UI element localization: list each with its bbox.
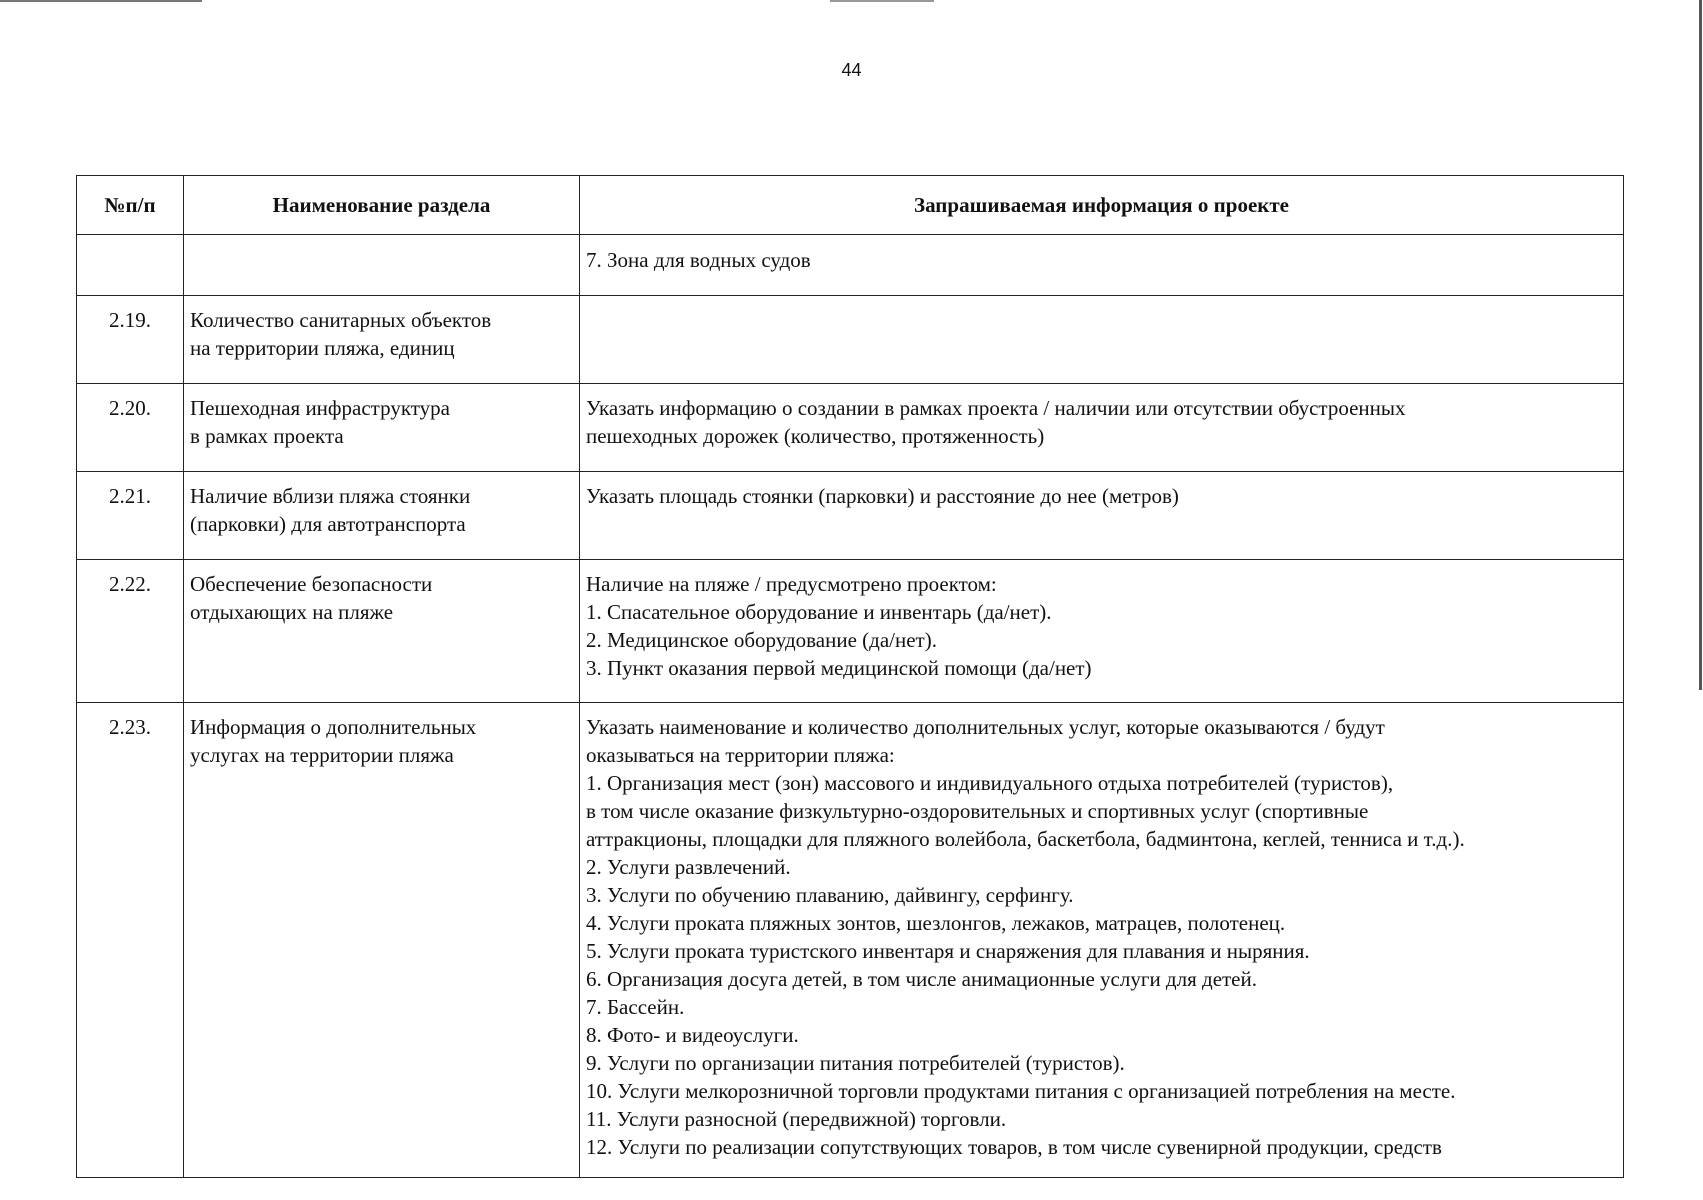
info-line: 5. Услуги проката туристского инвентаря и снаряжения для плавания и ныряния. xyxy=(586,939,1310,963)
header-requested-info: Запрашиваемая информация о проекте xyxy=(580,176,1624,235)
scan-edge-mark xyxy=(830,0,934,2)
info-line: 6. Организация досуга детей, в том числе анимационные услуги для детей. xyxy=(586,967,1257,991)
row-number: 2.22. xyxy=(77,560,184,703)
info-line: Указать наименование и количество дополнительных услуг, которые оказываются / будут xyxy=(586,715,1385,739)
info-line: 3. Пункт оказания первой медицинской помощи (да/нет) xyxy=(586,656,1092,680)
info-line: Указать площадь стоянки (парковки) и расстояние до нее (метров) xyxy=(586,484,1179,508)
requested-info xyxy=(580,384,1624,472)
scan-edge-mark xyxy=(1699,0,1702,690)
name-line: на территории пляжа, единиц xyxy=(190,336,455,360)
name-line: отдыхающих на пляже xyxy=(190,600,394,624)
requested-info xyxy=(580,235,1624,296)
info-line: 9. Услуги по организации питания потребителей (туристов). xyxy=(586,1051,1125,1075)
info-line: 1. Спасательное оборудование и инвентарь (да/нет). xyxy=(586,600,1052,624)
name-line: в рамках проекта xyxy=(190,424,344,448)
table-row xyxy=(77,296,1624,384)
info-line: 2. Медицинское оборудование (да/нет). xyxy=(586,628,937,652)
section-name xyxy=(184,472,580,560)
info-line: 8. Фото- и видеоуслуги. xyxy=(586,1023,799,1047)
requested-info xyxy=(580,560,1624,703)
section-name xyxy=(184,235,580,296)
table-row xyxy=(77,235,1624,296)
info-line: Указать информацию о создании в рамках проекта / наличии или отсутствии обустроенных xyxy=(586,396,1406,420)
info-line: 1. Организация мест (зон) массового и индивидуального отдыха потребителей (туристов), xyxy=(586,771,1394,795)
row-number: 2.20. xyxy=(77,384,184,472)
requirements-table xyxy=(76,175,1624,1178)
section-name xyxy=(184,560,580,703)
info-line: 7. Зона для водных судов xyxy=(586,248,811,272)
header-num: №п/п xyxy=(77,176,184,235)
name-line: услугах на территории пляжа xyxy=(190,743,454,767)
scan-edge-mark xyxy=(0,0,202,2)
info-line: 2. Услуги развлечений. xyxy=(586,855,791,879)
info-line: оказываться на территории пляжа: xyxy=(586,743,895,767)
name-line: (парковки) для автотранспорта xyxy=(190,512,466,536)
section-name xyxy=(184,296,580,384)
info-line: 10. Услуги мелкорозничной торговли продуктами питания с организацией потребления на месте. xyxy=(586,1079,1456,1103)
name-line: Информация о дополнительных xyxy=(190,715,477,739)
row-number: 2.23. xyxy=(77,703,184,1178)
header-section-name: Наименование раздела xyxy=(184,176,580,235)
section-name xyxy=(184,703,580,1178)
info-line: 11. Услуги разносной (передвижной) торговли. xyxy=(586,1107,1007,1131)
row-number xyxy=(77,235,184,296)
table-row xyxy=(77,560,1624,703)
name-line: Количество санитарных объектов xyxy=(190,308,492,332)
info-line: пешеходных дорожек (количество, протяженность) xyxy=(586,424,1045,448)
info-line: 3. Услуги по обучению плаванию, дайвингу, серфингу. xyxy=(586,883,1074,907)
name-line: Пешеходная инфраструктура xyxy=(190,396,450,420)
name-line: Обеспечение безопасности xyxy=(190,572,433,596)
requested-info xyxy=(580,296,1624,384)
info-line: 7. Бассейн. xyxy=(586,995,685,1019)
requested-info xyxy=(580,703,1624,1178)
row-number: 2.19. xyxy=(77,296,184,384)
requested-info xyxy=(580,472,1624,560)
info-line: в том числе оказание физкультурно-оздоровительных и спортивных услуг (спортивные xyxy=(586,799,1369,823)
info-line: аттракционы, площадки для пляжного волейбола, баскетбола, бадминтона, кеглей, тенниса и т.д.). xyxy=(586,827,1465,851)
table-row xyxy=(77,384,1624,472)
info-line: Наличие на пляже / предусмотрено проектом: xyxy=(586,572,997,596)
section-name xyxy=(184,384,580,472)
name-line: Наличие вблизи пляжа стоянки xyxy=(190,484,471,508)
info-line: 12. Услуги по реализации сопутствующих товаров, в том числе сувенирной продукции, средств xyxy=(586,1135,1442,1159)
row-number: 2.21. xyxy=(77,472,184,560)
table-row xyxy=(77,472,1624,560)
info-line: 4. Услуги проката пляжных зонтов, шезлонгов, лежаков, матрацев, полотенец. xyxy=(586,911,1286,935)
table-header-row xyxy=(77,176,1624,235)
table-row xyxy=(77,703,1624,1178)
page-number: 44 xyxy=(841,60,862,80)
